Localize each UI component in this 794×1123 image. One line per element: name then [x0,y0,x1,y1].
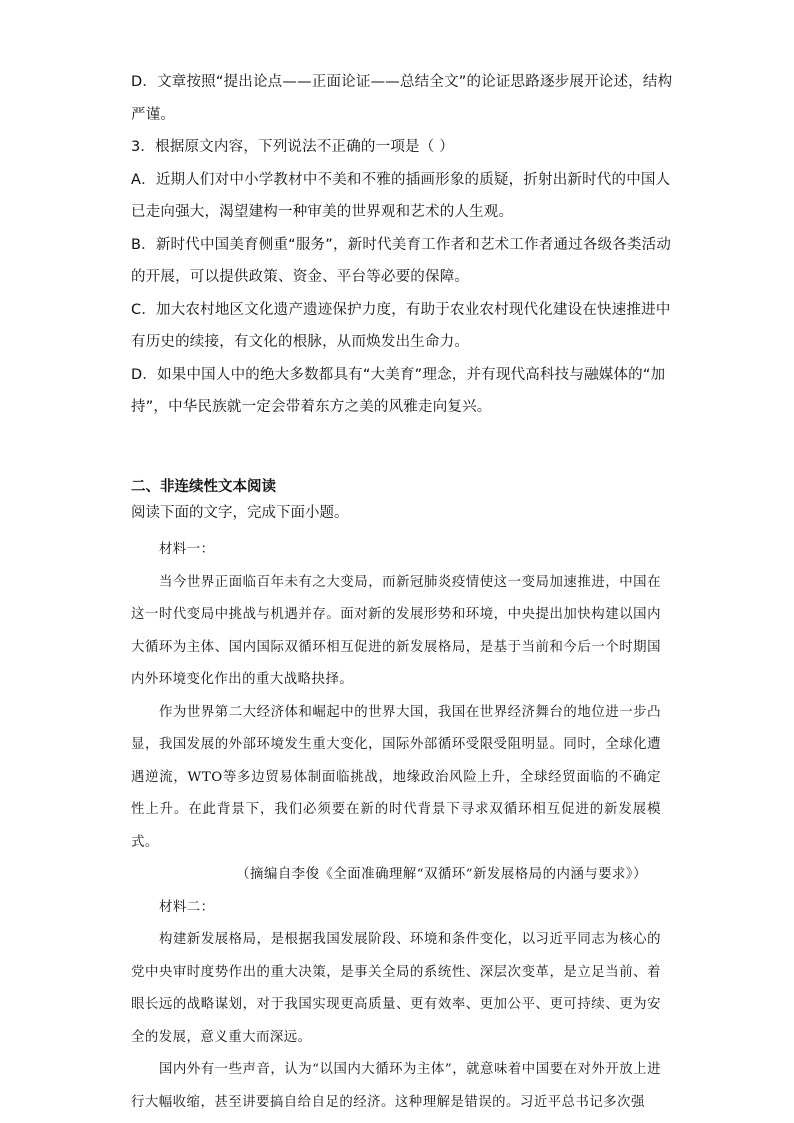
question-block [131,66,673,424]
material-1-source: （摘编自李俊《全面准确理解“双循环”新发展格局的内涵与要求》） [236,867,647,882]
material-2-paragraph-1: 构建新发展格局，是根据我国发展阶段、环境和条件变化，以习近平同志为核心的党中央审时度势作出的重大决策，是事关全局的系统性、深层次变革，是立足当前、着眼长远的战略谋划，对于我国实现更高质量、更有效率、更加公平、更可持续、更为安全的发展，意义重大而深远。 [131,932,661,1045]
question-3-option-b: B．新时代中国美育侧重“服务”，新时代美育工作者和艺术工作者通过各级各类活动的开展，可以提供政策、资金、平台等必要的保障。 [131,236,672,285]
reading-materials [131,534,661,1119]
material-1-paragraph-1: 当今世界正面临百年未有之大变局，而新冠肺炎疫情使这一变局加速推进，中国在这一时代变局中挑战与机遇并存。面对新的发展形势和环境，中央提出加快构建以国内大循环为主体、国内国际双循环相互促进的新发展格局，是基于当前和今后一个时期国内外环境变化作出的重大战略抉择。 [131,574,661,687]
question-3-option-c: C．加大农村地区文化遗产遗迹保护力度，有助于农业农村现代化建设在快速推进中有历史的续接，有文化的根脉，从而焕发出生命力。 [131,301,671,350]
material-2-label: 材料二： [159,899,215,915]
material-1-paragraph-2: 作为世界第二大经济体和崛起中的世界大国，我国在世界经济舞台的地位进一步凸显，我国发展的外部环境发生重大变化，国际外部循环受限受阻明显。同时，全球化遭遇逆流，WTO等多边贸易体制面临挑战，地缘政治风险上升，全球经贸面临的不确定性上升。在此背景下，我们必须要在新的时代背景下寻求双循环相互促进的新发展模式。 [131,704,661,850]
material-1-label: 材料一： [159,542,215,557]
section-heading: 二、非连续性文本阅读 [131,479,276,495]
question-3-option-a: A．近期人们对中小学教材中不美和不雅的插画形象的质疑，折射出新时代的中国人已走向强大，渴望建构一种审美的世界观和艺术的人生观。 [131,171,671,220]
question-3-stem: 3．根据原文内容，下列说法不正确的一项是（ ） [131,139,454,155]
section-instruction: 阅读下面的文字，完成下面小题。 [131,505,349,521]
question-3-option-d: D．如果中国人中的绝大多数都具有“大美育”理念，并有现代高科技与融媒体的“加持”，中华民族就一定会带着东方之美的风雅走向复兴。 [131,366,666,415]
material-2-paragraph-2: 国内外有一些声音，认为“以国内大循环为主体”，就意味着中国要在对外开放上进行大幅收缩，甚至讲要搞自给自足的经济。这种理解是错误的。习近平总书记多次强 [131,1062,661,1110]
previous-option-d: D．文章按照“提出论点——正面论证——总结全文”的论证思路逐步展开论述，结构严谨。 [131,74,673,123]
